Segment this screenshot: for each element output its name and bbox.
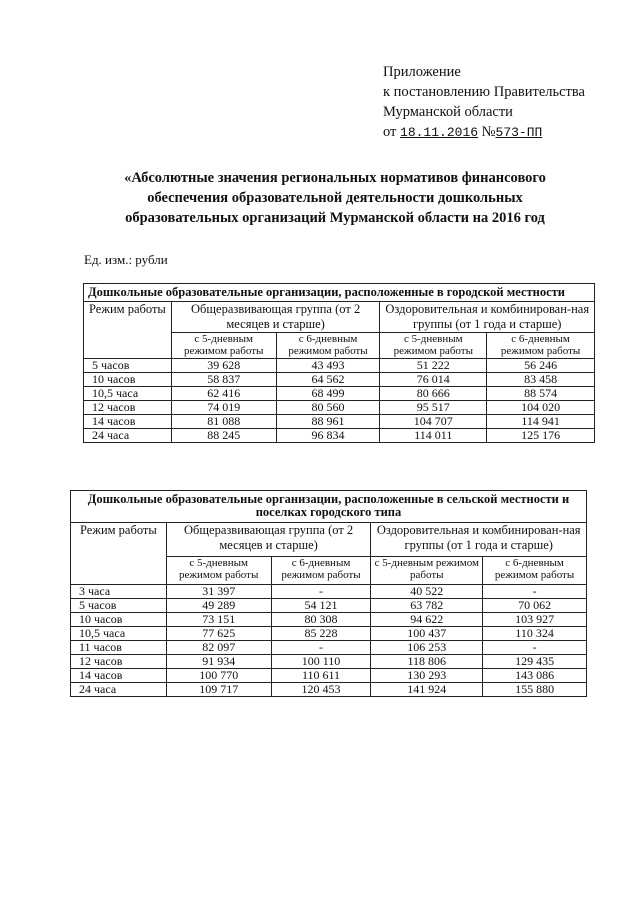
row-mode-cell: 24 часа bbox=[84, 429, 172, 443]
table-row bbox=[84, 387, 595, 401]
general-5day-value: 73 151 bbox=[166, 613, 271, 627]
table-row bbox=[71, 599, 587, 613]
general-5day-value: 109 717 bbox=[166, 683, 271, 697]
row-mode-cell: 12 часов bbox=[84, 401, 172, 415]
table-row bbox=[84, 429, 595, 443]
appendix-line-1: Приложение bbox=[383, 64, 461, 80]
health-6day-value: 104 020 bbox=[487, 401, 595, 415]
sub-header-6day: с 6-дневным режимом работы bbox=[483, 557, 587, 585]
health-6day-value: 56 246 bbox=[487, 359, 595, 373]
general-5day-value: 100 770 bbox=[166, 669, 271, 683]
general-6day-value: 120 453 bbox=[271, 683, 371, 697]
appendix-line-3: Мурманской области bbox=[383, 104, 513, 120]
mode-header: Режим работы bbox=[84, 302, 172, 359]
health-6day-value: 83 458 bbox=[487, 373, 595, 387]
general-6day-value: 43 493 bbox=[276, 359, 380, 373]
appendix-date-line bbox=[383, 122, 585, 143]
urban-norms-table bbox=[83, 283, 595, 443]
general-5day-value: 91 934 bbox=[166, 655, 271, 669]
health-5day-value: 114 011 bbox=[380, 429, 487, 443]
general-5day-value: 31 397 bbox=[166, 585, 271, 599]
resolution-date: 18.11.2016 bbox=[400, 125, 479, 140]
table-row bbox=[84, 415, 595, 429]
health-6day-value: 110 324 bbox=[483, 627, 587, 641]
appendix-block bbox=[383, 62, 585, 143]
general-group-header: Общеразвивающая группа (от 2 месяцев и старше) bbox=[171, 302, 380, 333]
resolution-number: 573-ПП bbox=[495, 125, 543, 140]
health-5day-value: 104 707 bbox=[380, 415, 487, 429]
table-row bbox=[71, 613, 587, 627]
health-6day-value: 125 176 bbox=[487, 429, 595, 443]
number-prefix: № bbox=[481, 124, 496, 140]
health-6day-value: 155 880 bbox=[483, 683, 587, 697]
mode-header: Режим работы bbox=[71, 523, 167, 585]
general-6day-value: - bbox=[271, 585, 371, 599]
sub-header-6day: с 6-дневным режимом работы bbox=[276, 333, 380, 359]
health-5day-value: 118 806 bbox=[371, 655, 483, 669]
general-5day-value: 77 625 bbox=[166, 627, 271, 641]
health-5day-value: 100 437 bbox=[371, 627, 483, 641]
row-mode-cell: 10 часов bbox=[84, 373, 172, 387]
general-6day-value: 68 499 bbox=[276, 387, 380, 401]
rural-table-caption: Дошкольные образовательные организации, расположенные в сельской местности и поселках городского типа bbox=[71, 491, 587, 523]
row-mode-cell: 24 часа bbox=[71, 683, 167, 697]
urban-table-body bbox=[84, 359, 595, 443]
date-prefix: от bbox=[383, 124, 397, 140]
general-5day-value: 82 097 bbox=[166, 641, 271, 655]
sub-header-5day: с 5-дневным режимом работы bbox=[171, 333, 276, 359]
health-6day-value: 88 574 bbox=[487, 387, 595, 401]
appendix-line-2: к постановлению Правительства bbox=[383, 84, 585, 100]
general-6day-value: 54 121 bbox=[271, 599, 371, 613]
row-mode-cell: 11 часов bbox=[71, 641, 167, 655]
table-row bbox=[71, 585, 587, 599]
health-5day-value: 76 014 bbox=[380, 373, 487, 387]
row-mode-cell: 14 часов bbox=[71, 669, 167, 683]
row-mode-cell: 10,5 часа bbox=[84, 387, 172, 401]
general-6day-value: 100 110 bbox=[271, 655, 371, 669]
rural-norms-table bbox=[70, 490, 587, 697]
health-5day-value: 130 293 bbox=[371, 669, 483, 683]
general-5day-value: 62 416 bbox=[171, 387, 276, 401]
health-6day-value: 129 435 bbox=[483, 655, 587, 669]
general-5day-value: 39 628 bbox=[171, 359, 276, 373]
general-6day-value: 88 961 bbox=[276, 415, 380, 429]
sub-header-5day: с 5-дневным режимом работы bbox=[371, 557, 483, 585]
general-5day-value: 74 019 bbox=[171, 401, 276, 415]
general-5day-value: 49 289 bbox=[166, 599, 271, 613]
row-mode-cell: 3 часа bbox=[71, 585, 167, 599]
health-5day-value: 63 782 bbox=[371, 599, 483, 613]
table-row bbox=[71, 683, 587, 697]
health-6day-value: 103 927 bbox=[483, 613, 587, 627]
document-title bbox=[100, 168, 570, 228]
health-group-header: Оздоровительная и комбинирован-ная группы (от 1 года и старше) bbox=[371, 523, 587, 557]
general-group-header: Общеразвивающая группа (от 2 месяцев и старше) bbox=[166, 523, 371, 557]
table-row bbox=[71, 627, 587, 641]
health-5day-value: 80 666 bbox=[380, 387, 487, 401]
general-6day-value: 110 611 bbox=[271, 669, 371, 683]
title-line-3: образовательных организаций Мурманской области на 2016 год bbox=[125, 210, 545, 226]
health-6day-value: 143 086 bbox=[483, 669, 587, 683]
health-6day-value: 114 941 bbox=[487, 415, 595, 429]
general-6day-value: - bbox=[271, 641, 371, 655]
table-row bbox=[71, 641, 587, 655]
row-mode-cell: 5 часов bbox=[84, 359, 172, 373]
unit-label: Ед. изм.: рубли bbox=[84, 252, 168, 267]
health-5day-value: 141 924 bbox=[371, 683, 483, 697]
title-line-2: обеспечения образовательной деятельности дошкольных bbox=[147, 190, 523, 206]
health-6day-value: - bbox=[483, 585, 587, 599]
general-5day-value: 88 245 bbox=[171, 429, 276, 443]
health-6day-value: 70 062 bbox=[483, 599, 587, 613]
general-5day-value: 58 837 bbox=[171, 373, 276, 387]
row-mode-cell: 10,5 часа bbox=[71, 627, 167, 641]
general-6day-value: 96 834 bbox=[276, 429, 380, 443]
sub-header-6day: с 6-дневным режимом работы bbox=[487, 333, 595, 359]
sub-header-5day: с 5-дневным режимом работы bbox=[380, 333, 487, 359]
health-group-header: Оздоровительная и комбинирован-ная группы (от 1 года и старше) bbox=[380, 302, 595, 333]
row-mode-cell: 5 часов bbox=[71, 599, 167, 613]
health-5day-value: 40 522 bbox=[371, 585, 483, 599]
general-5day-value: 81 088 bbox=[171, 415, 276, 429]
table-row bbox=[71, 669, 587, 683]
health-6day-value: - bbox=[483, 641, 587, 655]
rural-table-body bbox=[71, 585, 587, 697]
table-row bbox=[84, 373, 595, 387]
row-mode-cell: 12 часов bbox=[71, 655, 167, 669]
health-5day-value: 94 622 bbox=[371, 613, 483, 627]
row-mode-cell: 14 часов bbox=[84, 415, 172, 429]
sub-header-6day: с 6-дневным режимом работы bbox=[271, 557, 371, 585]
table-row bbox=[84, 359, 595, 373]
general-6day-value: 80 560 bbox=[276, 401, 380, 415]
title-line-1: «Абсолютные значения региональных нормативов финансового bbox=[124, 170, 546, 186]
health-5day-value: 51 222 bbox=[380, 359, 487, 373]
urban-table-caption: Дошкольные образовательные организации, расположенные в городской местности bbox=[84, 284, 595, 302]
general-6day-value: 64 562 bbox=[276, 373, 380, 387]
health-5day-value: 95 517 bbox=[380, 401, 487, 415]
table-row bbox=[71, 655, 587, 669]
health-5day-value: 106 253 bbox=[371, 641, 483, 655]
general-6day-value: 85 228 bbox=[271, 627, 371, 641]
sub-header-5day: с 5-дневным режимом работы bbox=[166, 557, 271, 585]
general-6day-value: 80 308 bbox=[271, 613, 371, 627]
row-mode-cell: 10 часов bbox=[71, 613, 167, 627]
table-row bbox=[84, 401, 595, 415]
